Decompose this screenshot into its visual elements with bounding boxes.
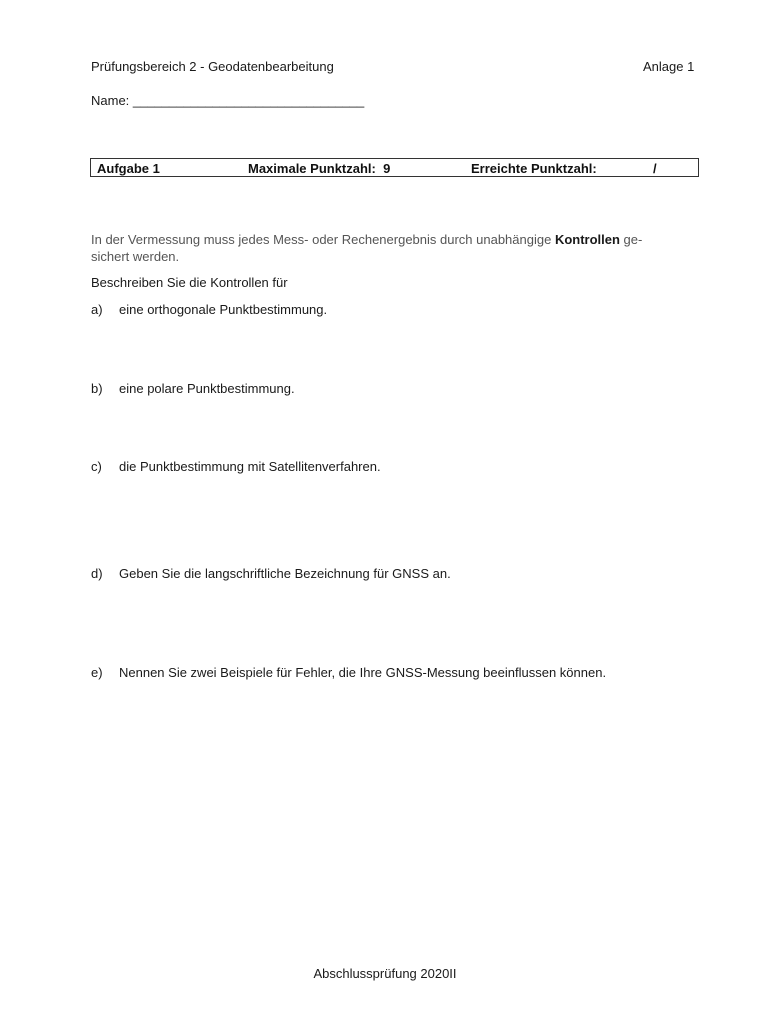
question-text: Geben Sie die langschriftliche Bezeichnung für GNSS an. xyxy=(119,566,451,581)
question-label: a) xyxy=(91,302,103,317)
achieved-points-value: / xyxy=(653,161,657,176)
intro-bold-keyword: Kontrollen xyxy=(554,232,620,247)
question-item xyxy=(91,381,295,396)
max-points-value: 9 xyxy=(383,161,391,176)
question-label: d) xyxy=(91,566,103,581)
question-item xyxy=(91,459,381,474)
intro-line-2: sichert werden. xyxy=(91,249,180,264)
annex-label: Anlage 1 xyxy=(643,59,695,74)
task-score-box xyxy=(90,158,699,177)
question-item xyxy=(91,665,606,680)
instruction-text: Beschreiben Sie die Kontrollen für xyxy=(91,275,288,290)
task-number: Aufgabe 1 xyxy=(97,161,160,176)
max-points-label: Maximale Punktzahl: xyxy=(248,161,376,176)
question-text: Nennen Sie zwei Beispiele für Fehler, die Ihre GNSS-Messung beeinflussen können. xyxy=(119,665,607,680)
question-label: e) xyxy=(91,665,103,680)
intro-text-start: In der Vermessung muss jedes Mess- oder Rechenergebnis durch unabhängige xyxy=(91,232,555,247)
page-footer: Abschlussprüfung 2020II xyxy=(313,966,457,981)
question-text: die Punktbestimmung mit Satellitenverfahren. xyxy=(119,459,381,474)
max-points xyxy=(248,161,390,176)
question-item xyxy=(91,302,327,317)
achieved-points-label: Erreichte Punktzahl: xyxy=(471,161,597,176)
header-title: Prüfungsbereich 2 - Geodatenbearbeitung xyxy=(91,59,334,74)
intro-line-1 xyxy=(91,232,642,247)
question-item xyxy=(91,566,451,581)
question-label: b) xyxy=(91,381,103,396)
intro-text-end: ge- xyxy=(619,232,643,247)
question-text: eine orthogonale Punktbestimmung. xyxy=(119,302,328,317)
question-text: eine polare Punktbestimmung. xyxy=(119,381,295,396)
question-label: c) xyxy=(91,459,102,474)
name-field-line: Name: ________________________________ xyxy=(91,93,365,108)
